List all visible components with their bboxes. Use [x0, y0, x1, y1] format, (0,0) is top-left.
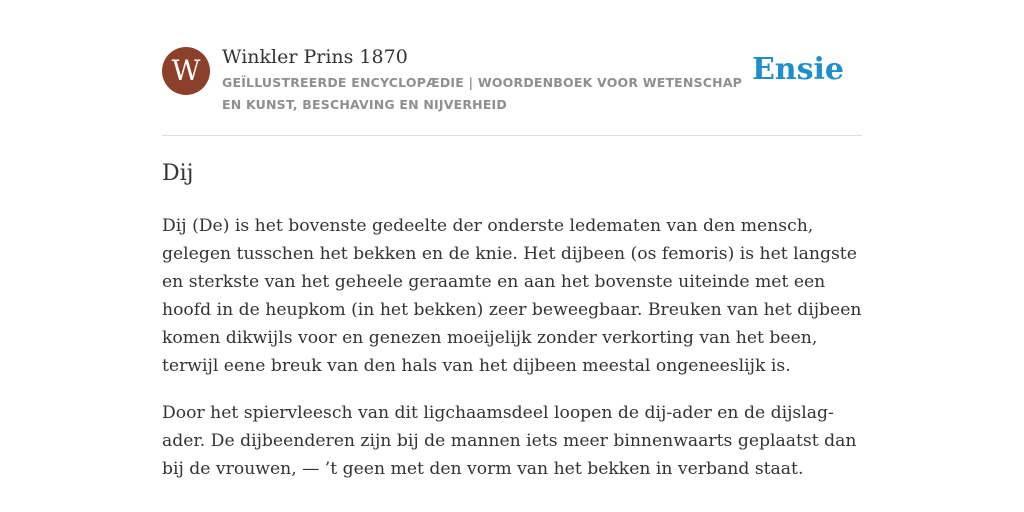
source-avatar[interactable]: W	[162, 47, 210, 95]
source-title[interactable]: Winkler Prins 1870	[222, 46, 408, 68]
article-title: Dij	[162, 161, 194, 186]
article-paragraph: Dij (De) is het bovenste gedeelte der onderste ledematen van den mensch, gelegen tusschen het bekken en de knie. Het dijbeen (os femoris) is het langste en sterkste van het geheele geraamte en aan het bovenste uiteinde met een hoofd in de heupkom (in het bekken) zeer beweegbaar. Breuken van het dijbeen komen dikwijls voor en genezen moeijelijk zonder verkorting van het been, terwijl eene breuk van den hals van het dijbeen meestal ongeneeslijk is.	[162, 216, 862, 376]
source-header	[162, 44, 862, 136]
brand-logo[interactable]: Ensie	[751, 52, 844, 87]
article	[162, 156, 862, 502]
header-divider	[162, 135, 862, 136]
source-subtitle: GEÏLLUSTREERDE ENCYCLOPÆDIE | WOORDENBOEK VOOR WETENSCHAP EN KUNST, BESCHAVING EN NIJVERHEID	[222, 75, 743, 112]
article-paragraph: Door het spiervleesch van dit ligchaamsdeel loopen de dij-ader en de dijslag-ader. De dijbeenderen zijn bij de mannen iets meer binnenwaarts geplaatst dan bij de vrouwen, — ’t geen met den vorm van het bekken in verband staat.	[162, 403, 857, 479]
